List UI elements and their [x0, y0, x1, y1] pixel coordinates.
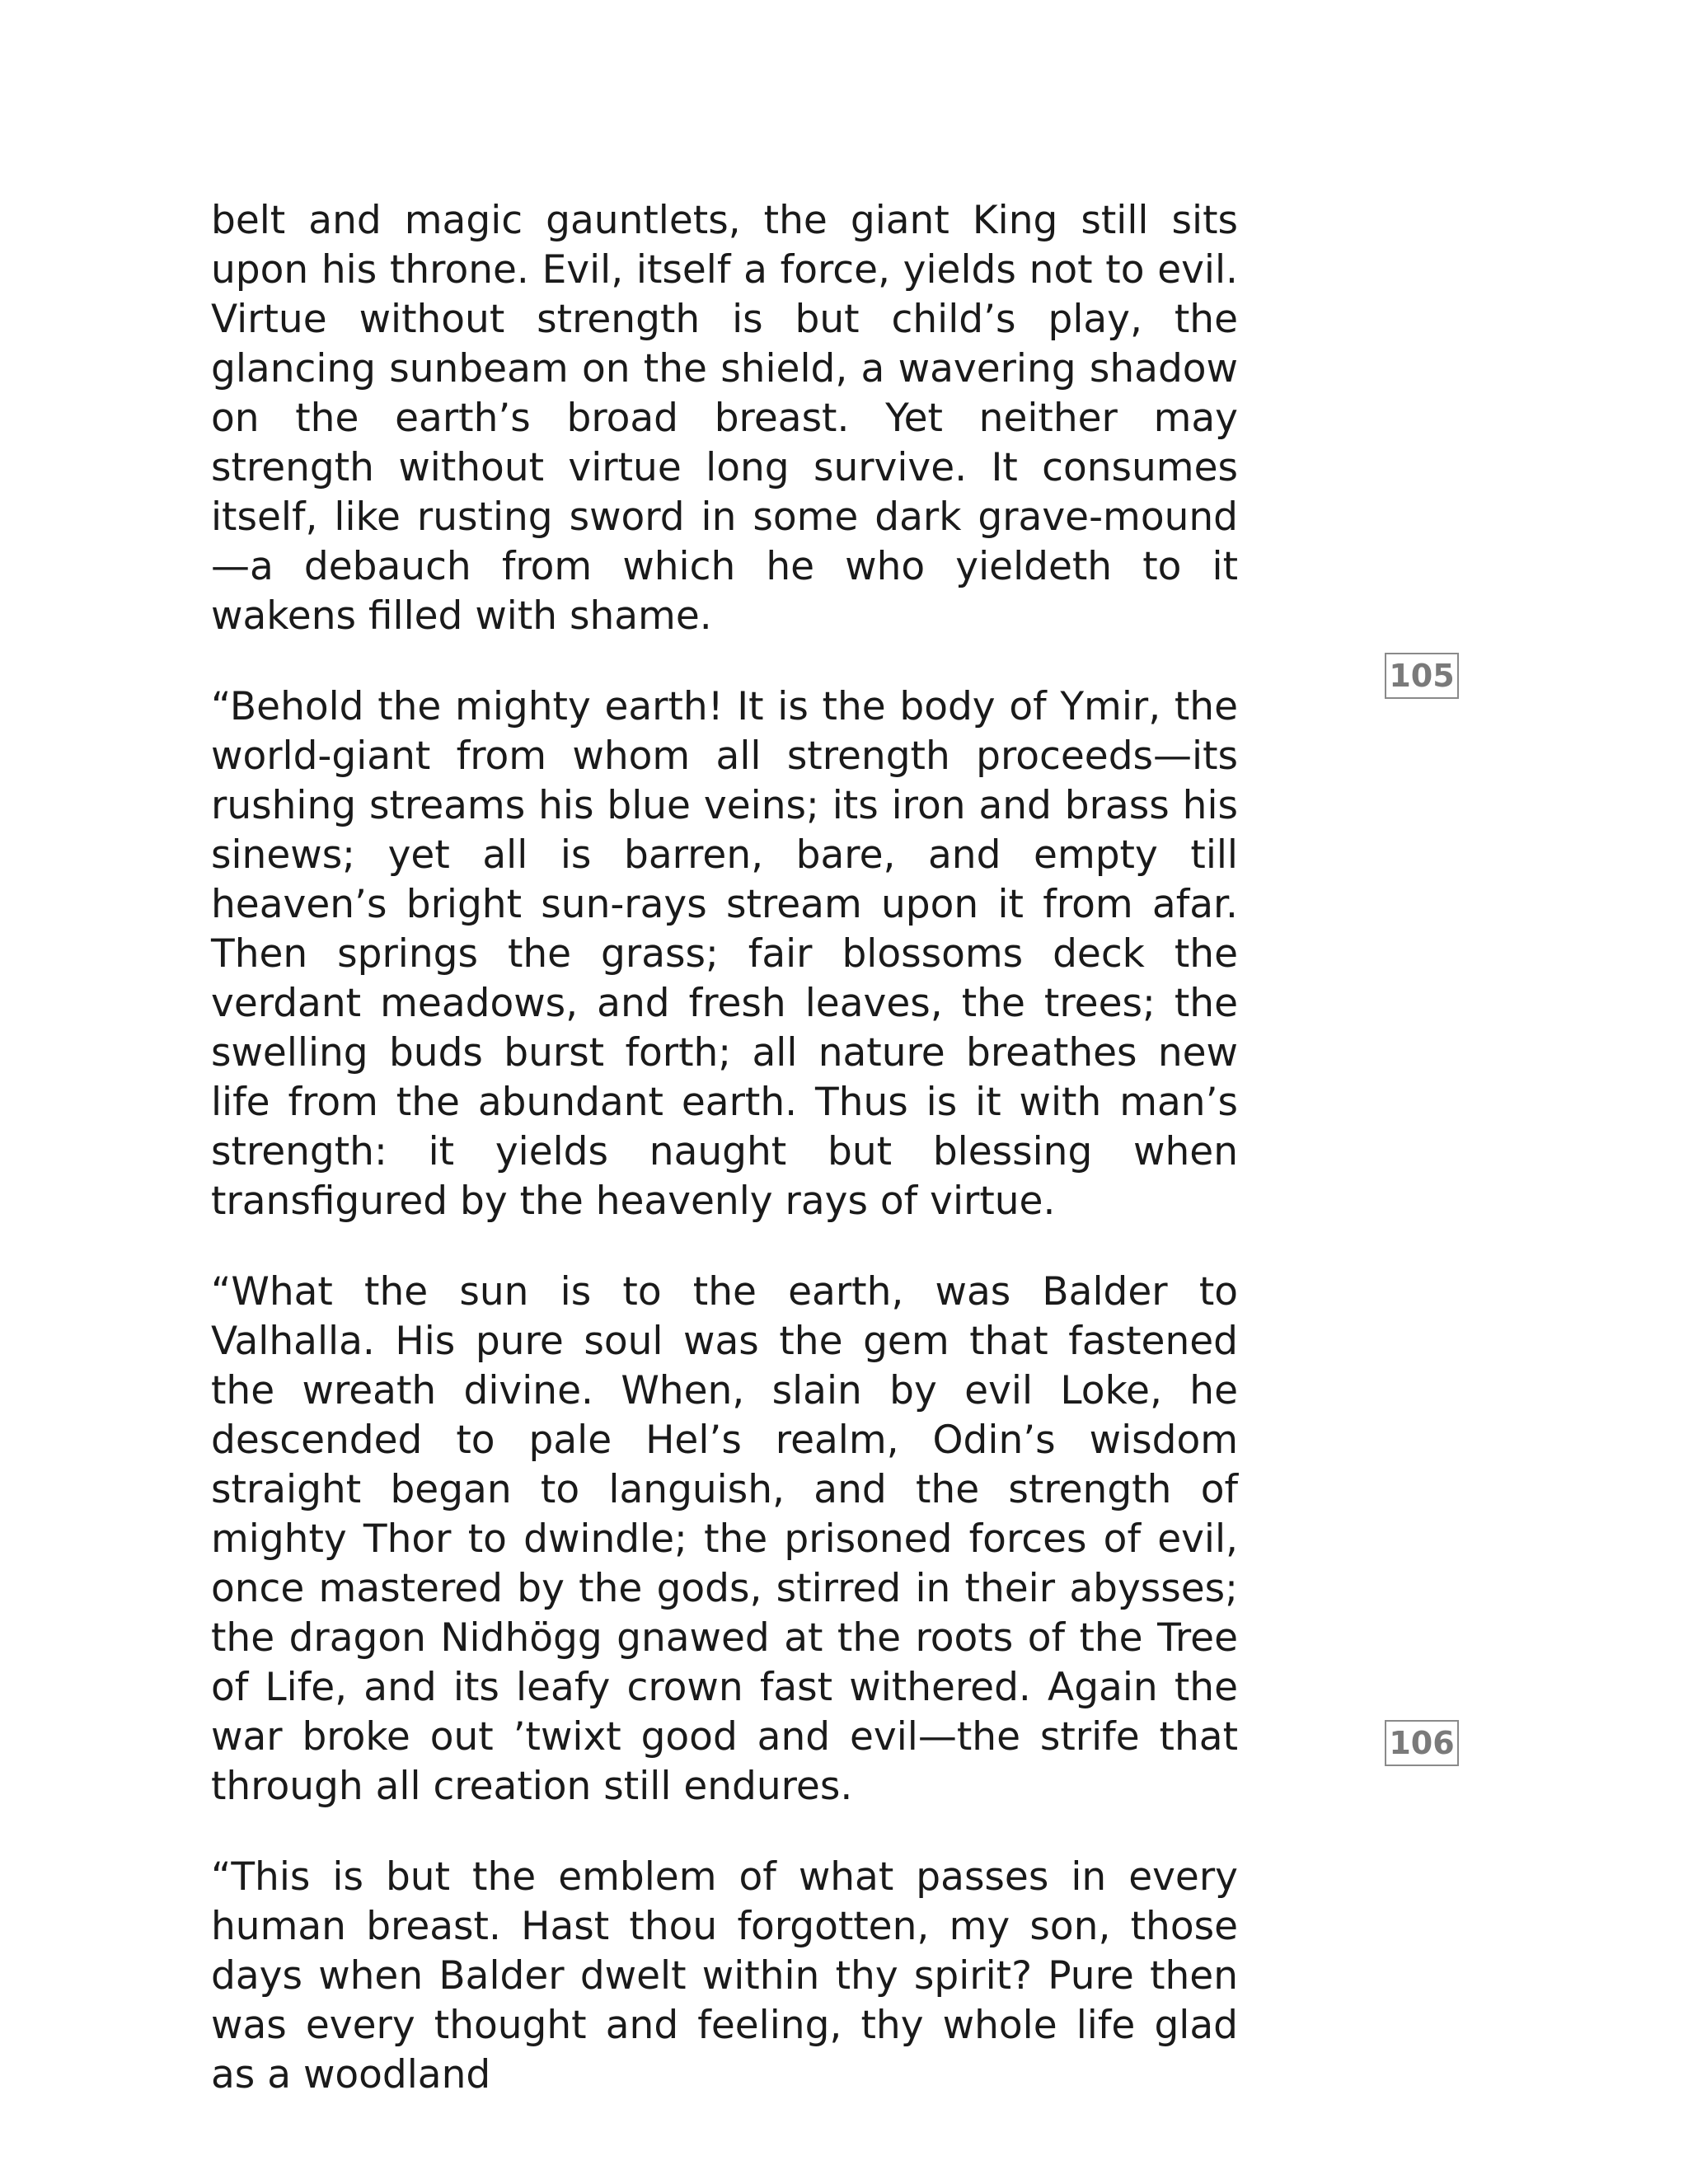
page-marker-105: 105: [1385, 653, 1459, 699]
page-marker-106: 106: [1385, 1720, 1459, 1766]
paragraph-3: “What the sun is to the earth, was Balder to Valhalla. His pure soul was the gem that fastened the wreath divine. When, slain by evil Loke, he descended to pale Hel’s realm, Odin’s wisdom straight began to languish, and the strength of mighty Thor to dwindle; the prisoned forces of evil, once mastered by the gods, stirred in their abysses; the dragon Nidhögg gnawed at the roots of the Tree of Life, and its leafy crown fast withered. Again the war broke out ’twixt good and evil—the strife that through all creation still endures.: [211, 1269, 1238, 1809]
paragraph-1: belt and magic gauntlets, the giant King still sits upon his throne. Evil, itself a force, yields not to evil. Virtue without strength is but child’s play, the glancing sunbeam on the shield, a wavering shadow on the earth’s broad breast. Yet neither may strength without virtue long survive. It consumes itself, like rusting sword in some dark grave-mound—a debauch from which he who yieldeth to it wakens filled with shame.: [211, 198, 1238, 639]
text-column: [211, 196, 1238, 2100]
paragraph-2: “Behold the mighty earth! It is the body of Ymir, the world-giant from whom all strength proceeds—its rushing streams his blue veins; its iron and brass his sinews; yet all is barren, bare, and empty till heaven’s bright sun-rays stream upon it from afar. Then springs the grass; fair blossoms deck the verdant meadows, and fresh leaves, the trees; the swelling buds burst forth; all nature breathes new life from the abundant earth. Thus is it with man’s strength: it yields naught but blessing when transfigured by the heavenly rays of virtue.: [211, 684, 1238, 1224]
paragraph-4: “This is but the emblem of what passes in every human breast. Hast thou forgotten, my son, those days when Balder dwelt within thy spirit? Pure then was every thought and feeling, thy whole life glad as a woodland: [211, 1854, 1238, 2097]
